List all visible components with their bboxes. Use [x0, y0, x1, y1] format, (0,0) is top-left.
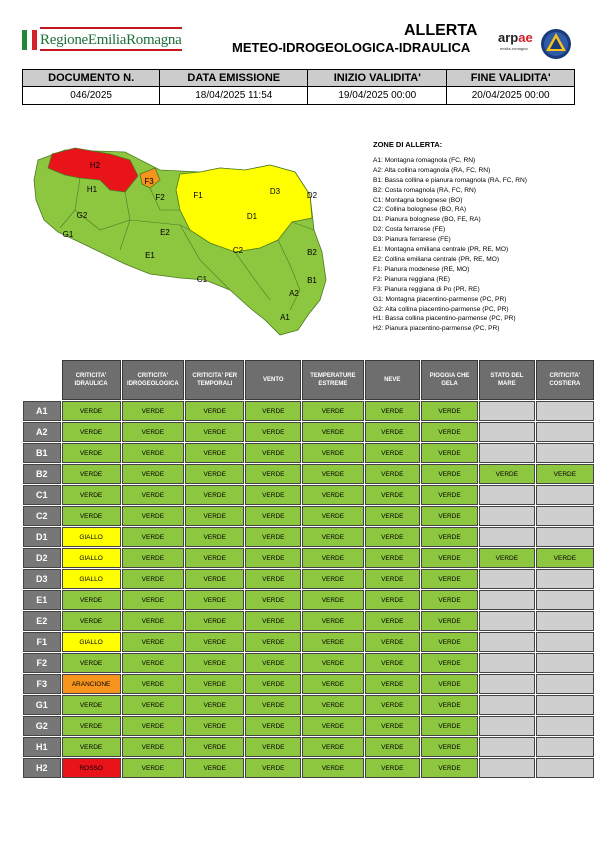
- table-row: [23, 716, 594, 736]
- zone-code-cell: E1: [23, 590, 61, 610]
- alert-level-cell: ROSSO: [62, 758, 121, 778]
- alert-column-header: CRITICITA' COSTIERA: [536, 360, 594, 400]
- zone-legend-item: A1: Montagna romagnola (FC, RN): [373, 156, 476, 164]
- issue-date-header: DATA EMISSIONE: [160, 70, 308, 87]
- map-label-f3: F3: [144, 177, 154, 186]
- alert-column-header: PIOGGIA CHE GELA: [421, 360, 478, 400]
- alert-level-cell: VERDE: [185, 464, 244, 484]
- alert-level-cell: VERDE: [245, 422, 301, 442]
- regione-emilia-romagna-logo: [22, 30, 182, 52]
- zone-code-cell: B2: [23, 464, 61, 484]
- alert-level-cell: [536, 758, 594, 778]
- alert-level-cell: VERDE: [421, 485, 478, 505]
- alert-level-cell: VERDE: [302, 422, 363, 442]
- table-row: [23, 527, 594, 547]
- alert-level-cell: VERDE: [421, 422, 478, 442]
- map-label-h2: H2: [89, 161, 101, 170]
- alert-level-cell: VERDE: [365, 695, 421, 715]
- zone-code-cell: E2: [23, 611, 61, 631]
- alert-level-cell: VERDE: [302, 506, 363, 526]
- alert-level-cell: [479, 422, 535, 442]
- alert-level-cell: [536, 590, 594, 610]
- alert-level-cell: VERDE: [122, 527, 185, 547]
- alert-level-cell: VERDE: [62, 590, 121, 610]
- alert-level-cell: VERDE: [365, 527, 421, 547]
- zone-code-cell: D3: [23, 569, 61, 589]
- doc-number-header: DOCUMENTO N.: [23, 70, 160, 87]
- map-label-d1: D1: [246, 212, 258, 221]
- table-row: [23, 590, 594, 610]
- alert-level-cell: VERDE: [245, 485, 301, 505]
- table-row: [23, 569, 594, 589]
- alert-level-cell: VERDE: [245, 737, 301, 757]
- alert-level-cell: [536, 653, 594, 673]
- zone-legend-list: [373, 156, 583, 334]
- table-row: [23, 401, 594, 421]
- protezione-civile-logo-icon: [540, 28, 572, 60]
- alert-level-cell: [536, 611, 594, 631]
- alert-level-cell: VERDE: [245, 443, 301, 463]
- alert-level-cell: VERDE: [62, 611, 121, 631]
- alert-level-cell: VERDE: [122, 632, 185, 652]
- alert-level-cell: VERDE: [122, 758, 185, 778]
- alert-level-cell: [536, 569, 594, 589]
- alert-column-header: VENTO: [245, 360, 301, 400]
- page-subtitle: METEO-IDROGEOLOGICA-IDRAULICA: [232, 40, 471, 55]
- alert-level-cell: VERDE: [365, 737, 421, 757]
- alert-level-cell: VERDE: [185, 653, 244, 673]
- alert-level-cell: [536, 674, 594, 694]
- zone-legend-item: F1: Pianura modenese (RE, MO): [373, 265, 470, 273]
- zone-legend-item: B2: Costa romagnola (RA, FC, RN): [373, 186, 476, 194]
- alert-level-cell: [479, 485, 535, 505]
- alert-level-cell: [536, 716, 594, 736]
- alert-level-cell: [479, 569, 535, 589]
- alert-level-cell: VERDE: [245, 758, 301, 778]
- alert-level-cell: VERDE: [185, 485, 244, 505]
- map-label-c2: C2: [232, 246, 244, 255]
- alert-level-cell: VERDE: [185, 611, 244, 631]
- zone-code-cell: F3: [23, 674, 61, 694]
- zone-legend-item: D2: Costa ferrarese (FE): [373, 226, 446, 234]
- alert-level-cell: VERDE: [421, 695, 478, 715]
- zone-legend-item: H1: Bassa collina piacentino-parmense (PC, PR): [373, 315, 516, 323]
- alert-level-cell: VERDE: [302, 737, 363, 757]
- map-label-b1: B1: [307, 276, 317, 285]
- validity-start-header: INIZIO VALIDITA': [308, 70, 447, 87]
- zone-code-cell: H2: [23, 758, 61, 778]
- table-row: [23, 758, 594, 778]
- alert-level-cell: VERDE: [62, 695, 121, 715]
- alert-level-cell: VERDE: [122, 485, 185, 505]
- alert-level-cell: VERDE: [421, 632, 478, 652]
- alert-level-cell: VERDE: [245, 590, 301, 610]
- alert-level-cell: VERDE: [245, 611, 301, 631]
- alert-level-cell: VERDE: [245, 527, 301, 547]
- alert-level-cell: VERDE: [536, 464, 594, 484]
- alert-level-cell: VERDE: [421, 716, 478, 736]
- validity-start-value: 19/04/2025 00:00: [308, 87, 447, 105]
- alert-level-cell: [479, 401, 535, 421]
- alert-level-cell: VERDE: [62, 464, 121, 484]
- table-row: [23, 422, 594, 442]
- zone-legend-item: B1: Bassa collina e pianura romagnola (RA, FC, RN): [373, 176, 527, 184]
- zone-legend-item: D1: Pianura bolognese (BO, FE, RA): [373, 216, 481, 224]
- alert-level-cell: [479, 590, 535, 610]
- alert-level-cell: [479, 632, 535, 652]
- alert-level-cell: VERDE: [185, 590, 244, 610]
- alert-level-cell: VERDE: [421, 443, 478, 463]
- alert-levels-table: [22, 359, 595, 779]
- validity-end-value: 20/04/2025 00:00: [447, 87, 575, 105]
- zone-code-cell: A2: [23, 422, 61, 442]
- alert-level-cell: VERDE: [62, 653, 121, 673]
- alert-level-cell: [536, 401, 594, 421]
- alert-level-cell: ARANCIONE: [62, 674, 121, 694]
- doc-number-value: 046/2025: [23, 87, 160, 105]
- alert-level-cell: VERDE: [302, 758, 363, 778]
- alert-level-cell: VERDE: [365, 443, 421, 463]
- alert-level-cell: [479, 674, 535, 694]
- alert-level-cell: GIALLO: [62, 632, 121, 652]
- table-row: [23, 632, 594, 652]
- map-label-g2: G2: [76, 211, 88, 220]
- alert-level-cell: VERDE: [122, 653, 185, 673]
- map-label-c1: C1: [196, 275, 208, 284]
- alert-level-cell: VERDE: [421, 401, 478, 421]
- map-label-b2: B2: [307, 248, 317, 257]
- map-label-d3: D3: [269, 187, 281, 196]
- alert-level-cell: VERDE: [62, 737, 121, 757]
- alert-level-cell: VERDE: [365, 758, 421, 778]
- alert-level-cell: VERDE: [421, 548, 478, 568]
- alert-level-cell: VERDE: [122, 464, 185, 484]
- alert-level-cell: VERDE: [122, 548, 185, 568]
- alert-level-cell: [479, 611, 535, 631]
- alert-level-cell: VERDE: [122, 506, 185, 526]
- zone-code-cell: D1: [23, 527, 61, 547]
- alert-level-cell: VERDE: [245, 695, 301, 715]
- alert-level-cell: VERDE: [185, 527, 244, 547]
- alert-level-cell: VERDE: [302, 548, 363, 568]
- alert-level-cell: VERDE: [365, 632, 421, 652]
- region-logo-text: RegioneEmiliaRomagna: [40, 32, 182, 48]
- alert-level-cell: [479, 653, 535, 673]
- alert-level-cell: [479, 737, 535, 757]
- alert-level-cell: VERDE: [365, 422, 421, 442]
- alert-level-cell: VERDE: [245, 569, 301, 589]
- alert-level-cell: VERDE: [185, 401, 244, 421]
- alert-level-cell: VERDE: [62, 401, 121, 421]
- alert-level-cell: [536, 632, 594, 652]
- zone-code-cell: F1: [23, 632, 61, 652]
- alert-level-cell: VERDE: [245, 548, 301, 568]
- alert-level-cell: GIALLO: [62, 569, 121, 589]
- table-row: [23, 695, 594, 715]
- zone-legend-item: H2: Pianura piacentino-parmense (PC, PR): [373, 325, 500, 333]
- alert-column-header: STATO DEL MARE: [479, 360, 535, 400]
- alert-level-cell: VERDE: [421, 611, 478, 631]
- table-row: [23, 674, 594, 694]
- map-label-a2: A2: [289, 289, 299, 298]
- alert-level-cell: [536, 443, 594, 463]
- alert-level-cell: VERDE: [479, 548, 535, 568]
- alert-column-header: NEVE: [365, 360, 421, 400]
- alert-level-cell: VERDE: [421, 653, 478, 673]
- alert-level-cell: [479, 716, 535, 736]
- alert-level-cell: VERDE: [365, 548, 421, 568]
- table-row: [23, 611, 594, 631]
- alert-level-cell: GIALLO: [62, 548, 121, 568]
- alert-level-cell: VERDE: [302, 443, 363, 463]
- alert-level-cell: [536, 506, 594, 526]
- zone-code-cell: D2: [23, 548, 61, 568]
- zone-code-cell: A1: [23, 401, 61, 421]
- alert-level-cell: VERDE: [365, 653, 421, 673]
- arpae-logo-subtitle: emilia-romagna: [500, 46, 528, 51]
- zone-legend-item: E2: Collina emiliana centrale (PR, RE, MO): [373, 255, 500, 263]
- zone-code-cell: C1: [23, 485, 61, 505]
- table-row: [23, 464, 594, 484]
- alert-level-cell: VERDE: [245, 653, 301, 673]
- zone-legend-item: F2: Pianura reggiana (RE): [373, 275, 450, 283]
- alert-level-cell: VERDE: [122, 716, 185, 736]
- table-row: [23, 548, 594, 568]
- alert-level-cell: [479, 443, 535, 463]
- alert-level-cell: VERDE: [185, 674, 244, 694]
- alert-level-cell: VERDE: [245, 401, 301, 421]
- zone-legend-item: C2: Collina bolognese (BO, RA): [373, 206, 467, 214]
- alert-level-cell: VERDE: [365, 674, 421, 694]
- alert-level-cell: VERDE: [365, 464, 421, 484]
- alert-level-cell: VERDE: [122, 674, 185, 694]
- alert-level-cell: VERDE: [302, 401, 363, 421]
- alert-level-cell: VERDE: [62, 716, 121, 736]
- zone-legend-title: ZONE DI ALLERTA:: [373, 140, 443, 149]
- alert-level-cell: VERDE: [185, 737, 244, 757]
- map-label-f1: F1: [193, 191, 203, 200]
- alert-level-cell: [536, 695, 594, 715]
- zone-legend-item: F3: Pianura reggiana di Po (PR, RE): [373, 285, 480, 293]
- alert-level-cell: VERDE: [421, 569, 478, 589]
- alert-level-cell: [536, 422, 594, 442]
- alert-level-cell: [479, 758, 535, 778]
- zone-code-cell: G1: [23, 695, 61, 715]
- zone-code-cell: H1: [23, 737, 61, 757]
- alert-level-cell: VERDE: [185, 443, 244, 463]
- alert-level-cell: VERDE: [245, 674, 301, 694]
- alert-level-cell: VERDE: [536, 548, 594, 568]
- alert-level-cell: VERDE: [185, 632, 244, 652]
- alert-level-cell: VERDE: [421, 674, 478, 694]
- alert-level-cell: [479, 695, 535, 715]
- alert-level-cell: VERDE: [185, 758, 244, 778]
- alert-level-cell: [536, 527, 594, 547]
- alert-level-cell: VERDE: [245, 716, 301, 736]
- page-title: ALLERTA: [404, 22, 478, 39]
- alert-level-cell: VERDE: [122, 737, 185, 757]
- alert-level-cell: VERDE: [302, 716, 363, 736]
- table-row: [23, 506, 594, 526]
- alert-level-cell: VERDE: [421, 590, 478, 610]
- alert-level-cell: [536, 485, 594, 505]
- alert-level-cell: VERDE: [365, 611, 421, 631]
- alert-level-cell: VERDE: [302, 464, 363, 484]
- alert-level-cell: VERDE: [365, 485, 421, 505]
- alert-level-cell: VERDE: [185, 716, 244, 736]
- arpae-logo: arpae: [498, 30, 533, 45]
- alert-level-cell: VERDE: [479, 464, 535, 484]
- alert-level-cell: VERDE: [302, 569, 363, 589]
- alert-level-cell: VERDE: [302, 485, 363, 505]
- alert-level-cell: VERDE: [122, 422, 185, 442]
- alert-level-cell: VERDE: [122, 401, 185, 421]
- alert-level-cell: VERDE: [365, 401, 421, 421]
- alert-level-cell: VERDE: [245, 506, 301, 526]
- zone-code-cell: G2: [23, 716, 61, 736]
- alert-level-cell: VERDE: [302, 527, 363, 547]
- alert-column-header: CRITICITA' PER TEMPORALI: [185, 360, 244, 400]
- validity-end-header: FINE VALIDITA': [447, 70, 575, 87]
- alert-level-cell: VERDE: [62, 506, 121, 526]
- zone-legend-item: A2: Alta collina romagnola (RA, FC, RN): [373, 166, 491, 174]
- alert-column-header: CRITICITA' IDRAULICA: [62, 360, 121, 400]
- issue-date-value: 18/04/2025 11:54: [160, 87, 308, 105]
- table-row: [23, 653, 594, 673]
- zone-legend-item: D3: Pianura ferrarese (FE): [373, 236, 451, 244]
- alert-level-cell: VERDE: [185, 506, 244, 526]
- region-flag-icon: [22, 30, 37, 50]
- map-label-f2: F2: [155, 193, 165, 202]
- zone-code-cell: C2: [23, 506, 61, 526]
- map-label-g1: G1: [62, 230, 74, 239]
- alert-level-cell: VERDE: [421, 737, 478, 757]
- alert-level-cell: VERDE: [122, 695, 185, 715]
- map-label-d2: D2: [306, 191, 318, 200]
- alert-level-cell: VERDE: [122, 611, 185, 631]
- alert-level-cell: VERDE: [302, 695, 363, 715]
- alert-level-cell: VERDE: [421, 464, 478, 484]
- alert-level-cell: GIALLO: [62, 527, 121, 547]
- map-label-h1: H1: [86, 185, 98, 194]
- alert-level-cell: VERDE: [302, 611, 363, 631]
- alert-level-cell: VERDE: [122, 443, 185, 463]
- map-label-e1: E1: [145, 251, 155, 260]
- table-row: [23, 737, 594, 757]
- alert-level-cell: VERDE: [122, 590, 185, 610]
- map-label-a1: A1: [280, 313, 290, 322]
- alert-level-cell: VERDE: [62, 422, 121, 442]
- alert-level-cell: VERDE: [302, 674, 363, 694]
- map-label-e2: E2: [160, 228, 170, 237]
- alert-level-cell: VERDE: [365, 716, 421, 736]
- table-row: [23, 443, 594, 463]
- alert-level-cell: VERDE: [302, 653, 363, 673]
- zone-legend-item: G2: Alta collina piacentino-parmense (PC, PR): [373, 305, 509, 313]
- alert-level-cell: VERDE: [122, 569, 185, 589]
- alert-level-cell: VERDE: [245, 632, 301, 652]
- alert-level-cell: VERDE: [421, 758, 478, 778]
- zone-legend-item: G1: Montagna piacentino-parmense (PC, PR): [373, 295, 507, 303]
- alert-level-cell: VERDE: [245, 464, 301, 484]
- alert-level-cell: [536, 737, 594, 757]
- alert-level-cell: VERDE: [365, 506, 421, 526]
- zone-legend-item: E1: Montagna emiliana centrale (PR, RE, MO): [373, 246, 509, 254]
- alert-level-cell: VERDE: [302, 632, 363, 652]
- table-row: [23, 485, 594, 505]
- alert-level-cell: VERDE: [185, 695, 244, 715]
- alert-level-cell: VERDE: [365, 590, 421, 610]
- alert-level-cell: VERDE: [421, 527, 478, 547]
- alert-level-cell: VERDE: [62, 443, 121, 463]
- alert-level-cell: [479, 527, 535, 547]
- alert-level-cell: VERDE: [185, 569, 244, 589]
- document-info-table: [22, 69, 575, 105]
- zone-legend: [373, 140, 583, 334]
- alert-level-cell: [479, 506, 535, 526]
- alert-level-cell: VERDE: [185, 422, 244, 442]
- alert-level-cell: VERDE: [302, 590, 363, 610]
- zone-code-cell: F2: [23, 653, 61, 673]
- alert-level-cell: VERDE: [365, 569, 421, 589]
- alert-level-cell: VERDE: [421, 506, 478, 526]
- table-corner: [23, 360, 61, 400]
- alert-level-cell: VERDE: [185, 548, 244, 568]
- zone-legend-item: C1: Montagna bolognese (BO): [373, 196, 463, 204]
- alert-column-header: TEMPERATURE ESTREME: [302, 360, 363, 400]
- alert-zones-map: [30, 140, 330, 340]
- alert-column-header: CRITICITA' IDROGEOLOGICA: [122, 360, 185, 400]
- alert-level-cell: VERDE: [62, 485, 121, 505]
- zone-code-cell: B1: [23, 443, 61, 463]
